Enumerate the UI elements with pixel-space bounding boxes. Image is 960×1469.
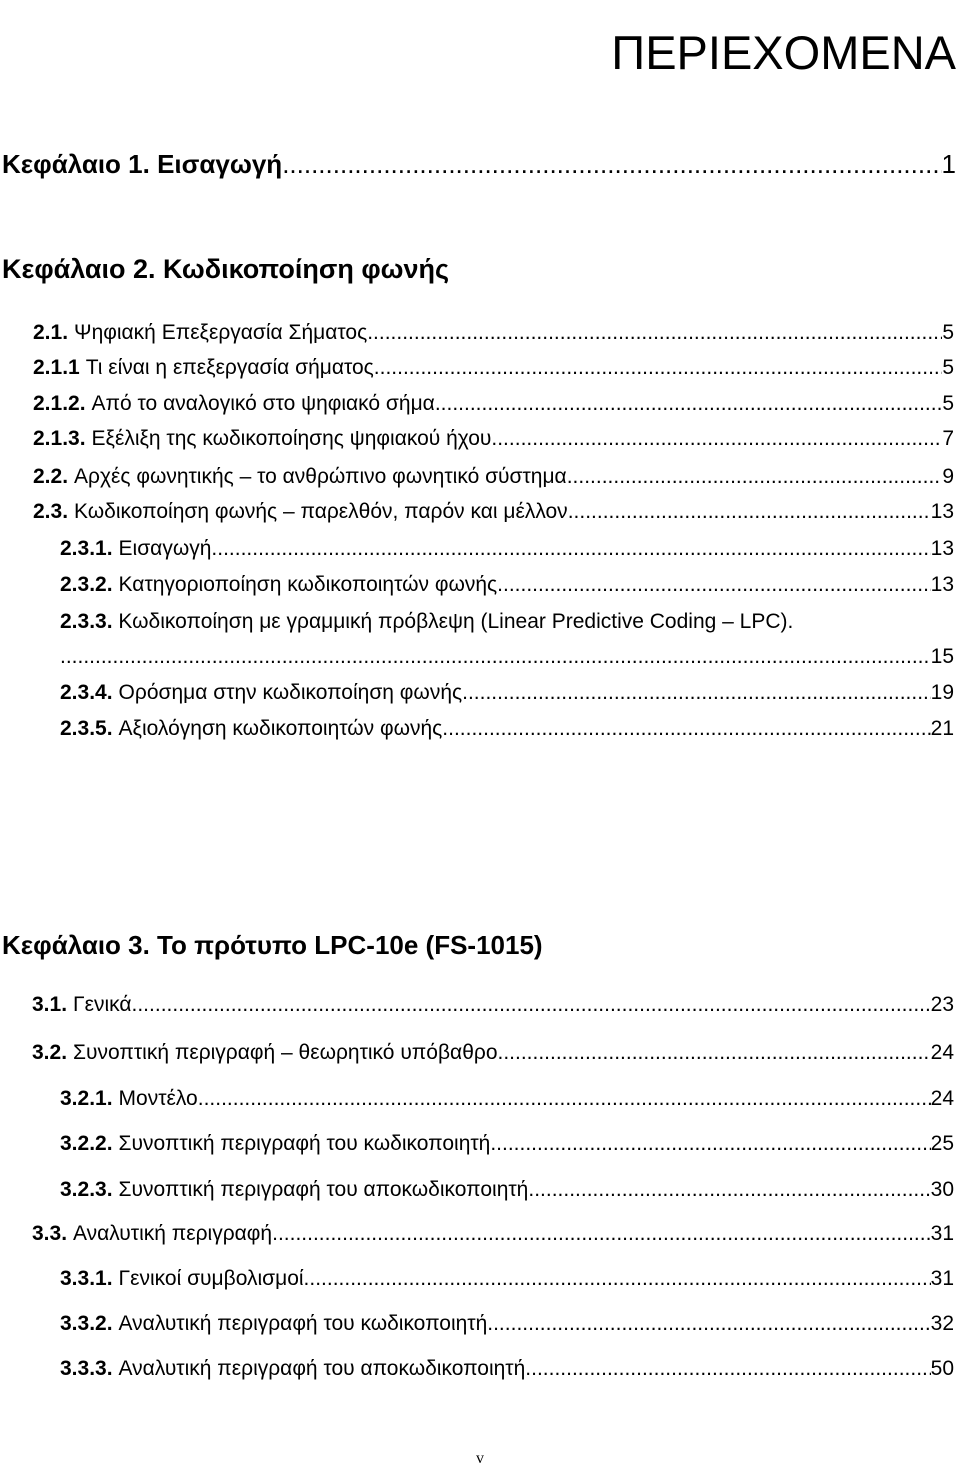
section-title: Αξιολόγηση κωδικοποιητών φωνής (118, 717, 443, 740)
toc-entry-2-1[interactable] (33, 320, 954, 346)
section-title: Από το αναλογικό στο ψηφιακό σήμα (91, 392, 435, 415)
page-ref: 31 (930, 1222, 954, 1245)
toc-entry-3-3[interactable] (32, 1221, 954, 1247)
section-title: Αναλυτική περιγραφή του αποκωδικοποιητή (118, 1357, 526, 1380)
dot-leader (490, 1131, 930, 1157)
section-number: 2.3. (33, 500, 69, 523)
page-ref: 15 (930, 645, 954, 668)
dot-leader (60, 644, 931, 670)
toc-entry-3-2-1[interactable] (60, 1086, 954, 1112)
section-number: 2.3.3. (60, 610, 113, 633)
dot-leader (487, 1311, 930, 1337)
page-ref: 19 (930, 681, 954, 704)
section-number: 3.2.3. (60, 1178, 113, 1201)
page-ref: 23 (930, 993, 954, 1016)
section-number: 3.2.1. (60, 1087, 113, 1110)
section-title: Συνοπτική περιγραφή του κωδικοποιητή (118, 1132, 491, 1155)
toc-entry-continuation (60, 644, 954, 670)
dot-leader (211, 536, 930, 562)
dot-leader (304, 1266, 931, 1292)
toc-entry-3-3-1[interactable] (60, 1266, 954, 1292)
page-ref: 13 (930, 573, 954, 596)
dot-leader (435, 391, 942, 417)
section-title: Εισαγωγή (118, 537, 212, 560)
section-title: Κατηγοριοποίηση κωδικοποιητών φωνής (118, 573, 498, 596)
toc-entry-2-1-3[interactable] (33, 426, 954, 452)
dot-leader (491, 426, 942, 452)
dot-leader (525, 1356, 930, 1382)
toc-entry-chapter-1[interactable] (2, 148, 956, 180)
page-ref: 50 (930, 1357, 954, 1380)
chapter-1-number: Κεφάλαιο 1. (2, 149, 150, 179)
toc-entry-2-3-5[interactable] (60, 716, 954, 742)
section-number: 2.3.1. (60, 537, 113, 560)
toc-entry-3-2[interactable] (32, 1040, 954, 1066)
dot-leader (442, 716, 930, 742)
section-title: Ψηφιακή Επεξεργασία Σήματος (74, 321, 368, 344)
page-ref: 25 (930, 1132, 954, 1155)
section-number: 2.1. (33, 321, 69, 344)
page-ref: 5 (942, 321, 954, 344)
section-number: 2.1.2. (33, 392, 86, 415)
toc-entry-2-2[interactable] (33, 464, 954, 490)
page-ref: 31 (930, 1267, 954, 1290)
section-title: Κωδικοποίηση με γραμμική πρόβλεψη (Linear Predictive Coding – LPC). (118, 610, 794, 633)
page-title: ΠΕΡΙΕΧΟΜΕΝΑ (611, 26, 956, 80)
toc-entry-3-1[interactable] (32, 992, 954, 1018)
dot-leader (367, 320, 942, 346)
chapter-1-label (2, 148, 282, 180)
toc-entry-3-3-3[interactable] (60, 1356, 954, 1382)
section-number: 2.1.3. (33, 427, 86, 450)
toc-entry-3-3-2[interactable] (60, 1311, 954, 1337)
section-title: Γενικοί συμβολισμοί (118, 1267, 304, 1290)
page-ref: 32 (930, 1312, 954, 1335)
section-title: Εξέλιξη της κωδικοποίησης ψηφιακού ήχου (91, 427, 492, 450)
toc-entry-title-line (60, 609, 793, 635)
section-title: Αναλυτική περιγραφή του κωδικοποιητή (118, 1312, 488, 1335)
toc-entry-2-3[interactable] (33, 499, 954, 525)
section-number: 3.3.3. (60, 1357, 113, 1380)
section-title: Συνοπτική περιγραφή – θεωρητικό υπόβαθρο (73, 1041, 498, 1064)
section-title: Ορόσημα στην κωδικοποίηση φωνής (118, 681, 463, 704)
section-title: Αναλυτική περιγραφή (73, 1222, 273, 1245)
dot-leader (132, 992, 931, 1018)
dot-leader (272, 1221, 931, 1247)
page-ref: 21 (930, 717, 954, 740)
toc-entry-3-2-3[interactable] (60, 1177, 954, 1203)
page-ref: 24 (930, 1087, 954, 1110)
toc-entry-2-3-4[interactable] (60, 680, 954, 706)
page-ref: 24 (930, 1041, 954, 1064)
chapter-1-page: 1 (941, 149, 956, 179)
section-title: Μοντέλο (118, 1087, 198, 1110)
chapter-2-heading: Κεφάλαιο 2. Κωδικοποίηση φωνής (2, 254, 450, 284)
chapter-1-title: Εισαγωγή (157, 149, 283, 179)
page-ref: 30 (930, 1178, 954, 1201)
dot-leader (568, 499, 931, 525)
section-number: 2.3.2. (60, 573, 113, 596)
dot-leader (198, 1086, 931, 1112)
section-number: 3.2.2. (60, 1132, 113, 1155)
section-title: Κωδικοποίηση φωνής – παρελθόν, παρόν και μέλλον (74, 500, 568, 523)
dot-leader (497, 572, 930, 598)
toc-entry-3-2-2[interactable] (60, 1131, 954, 1157)
page-ref: 13 (930, 500, 954, 523)
section-number: 2.3.4. (60, 681, 113, 704)
section-title: Συνοπτική περιγραφή του αποκωδικοποιητή (118, 1178, 529, 1201)
dot-leader (462, 680, 931, 706)
section-title: Αρχές φωνητικής – το ανθρώπινο φωνητικό σύστημα (74, 465, 567, 488)
section-number: 3.2. (32, 1041, 68, 1064)
section-number: 2.2. (33, 465, 69, 488)
dot-leader (567, 464, 943, 490)
section-number: 3.1. (32, 993, 68, 1016)
page-ref: 13 (930, 537, 954, 560)
section-title: Γενικά (73, 993, 132, 1016)
dot-leader (528, 1177, 930, 1203)
toc-entry-2-1-2[interactable] (33, 391, 954, 417)
section-number: 3.3.1. (60, 1267, 113, 1290)
toc-entry-2-3-2[interactable] (60, 572, 954, 598)
page-number: v (476, 1450, 484, 1467)
dot-leader (498, 1040, 931, 1066)
section-title: Τι είναι η επεξεργασία σήματος (85, 356, 374, 379)
toc-entry-2-3-1[interactable] (60, 536, 954, 562)
page-ref: 7 (942, 427, 954, 450)
dot-leader (282, 148, 941, 180)
section-number: 2.3.5. (60, 717, 113, 740)
chapter-3-heading: Κεφάλαιο 3. Το πρότυπο LPC-10e (FS-1015) (2, 930, 543, 960)
page-ref: 9 (942, 465, 954, 488)
page-ref: 5 (942, 392, 954, 415)
dot-leader (374, 355, 943, 381)
toc-entry-2-1-1[interactable] (33, 355, 954, 381)
section-number: 2.1.1 (33, 356, 80, 379)
section-number: 3.3.2. (60, 1312, 113, 1335)
page-ref: 5 (942, 356, 954, 379)
section-number: 3.3. (32, 1222, 68, 1245)
